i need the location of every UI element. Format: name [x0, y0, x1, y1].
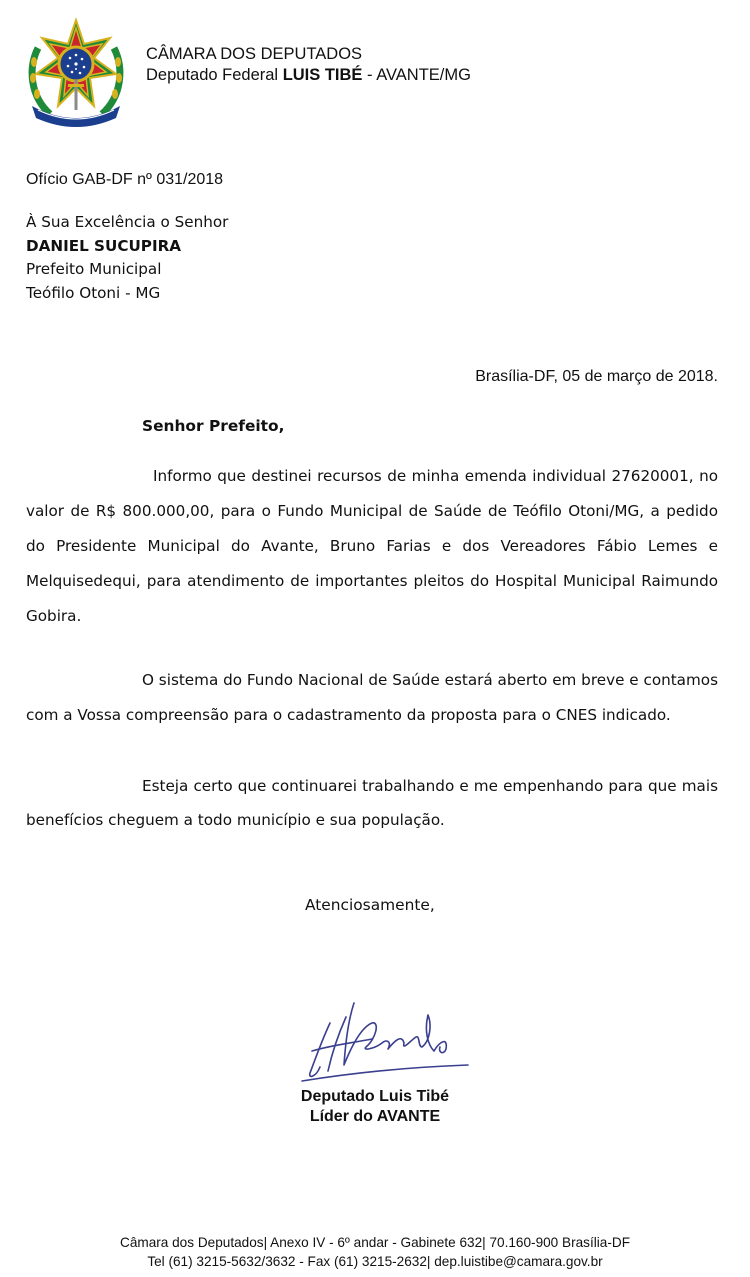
paragraph-3: Esteja certo que continuarei trabalhando e me empenhando para que mais benefícios cheguem a todo município e sua população.	[26, 777, 718, 829]
coat-of-arms-icon	[24, 18, 128, 130]
signer-role: Líder do AVANTE	[309, 1108, 441, 1125]
closing: Atenciosamente,	[305, 896, 435, 914]
letter-date: Brasília-DF, 05 de março de 2018.	[475, 368, 718, 385]
addressee-title: Prefeito Municipal	[26, 260, 162, 278]
footer-address: Câmara dos Deputados| Anexo IV - 6º andar - Gabinete 632| 70.160-900 Brasília-DF	[120, 1235, 630, 1250]
addressee-name: DANIEL SUCUPIRA	[26, 236, 182, 255]
paragraph-2: O sistema do Fundo Nacional de Saúde estará aberto em breve e contamos com a Vossa compreensão para o cadastramento da proposta para o CNES indicado.	[26, 671, 718, 724]
footer-contact: Tel (61) 3215-5632/3632 - Fax (61) 3215-2632| dep.luistibe@camara.gov.br	[147, 1254, 603, 1269]
addressee-city: Teófilo Otoni - MG	[26, 283, 161, 302]
letterhead	[146, 44, 471, 86]
signature-icon	[292, 995, 472, 1085]
document-reference: Ofício GAB-DF nº 031/2018	[26, 171, 224, 188]
addressee-block	[26, 211, 228, 305]
institution-name: CÂMARA DOS DEPUTADOS	[146, 45, 363, 63]
deputy-name: LUIS TIBÉ	[282, 66, 363, 84]
deputy-prefix: Deputado Federal	[146, 66, 283, 84]
paragraph-1: Informo que destinei recursos de minha emenda individual 27620001, no valor de R$ 800.000,00, para o Fundo Municipal de Saúde de Teófilo Otoni/MG, a pedido do Presidente Municipal do Avante, Bruno Farias e dos Vereadores Fábio Lemes e Melquisedequi, para atendimento de importantes pleitos do Hospital Municipal Raimundo Gobira.	[26, 467, 718, 625]
signer-name: Deputado Luis Tibé	[300, 1088, 450, 1105]
deputy-line	[146, 65, 471, 86]
salutation: Senhor Prefeito,	[142, 417, 285, 435]
deputy-suffix: - AVANTE/MG	[362, 66, 471, 84]
addressee-line1: À Sua Excelência o Senhor	[26, 213, 229, 231]
